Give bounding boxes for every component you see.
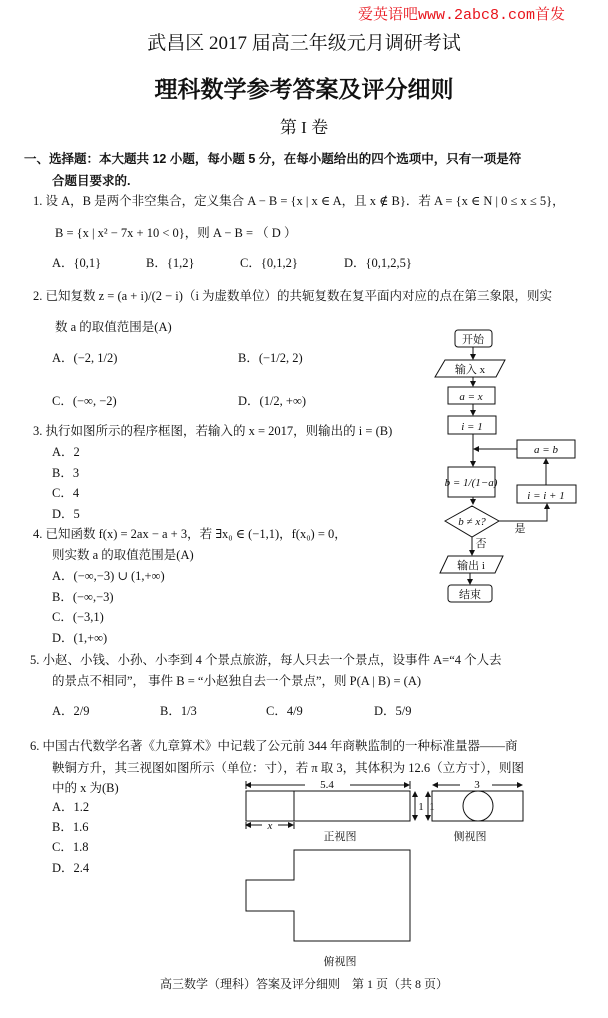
document-title: 理科数学参考答案及评分细则: [154, 76, 454, 102]
width-label: 3: [474, 779, 480, 791]
section-heading: 一、选择题：本大题共 12 小题，每小题 5 分，在每小题给出的四个选项中，只有一项是符: [24, 152, 522, 166]
watermark: 爱英语吧www.2abc8.com首发: [358, 7, 566, 24]
q4-option-d: D．(1,+∞): [52, 631, 108, 645]
side-caption: 侧视图: [453, 831, 487, 843]
side-view: [432, 791, 523, 821]
q6-option-c: C．1.8: [52, 840, 89, 854]
question-5-line2: 的景点不相同”， 事件 B = “小赵独自去一个景点”，则 P(A | B) = (A): [52, 674, 422, 688]
question-1: 1. 设 A，B 是两个非空集合，定义集合 A − B = {x | x ∈ A，且 x ∉ B}．若 A = {x ∈ N | 0 ≤ x ≤ 5}，: [33, 194, 565, 208]
q3-option-b: B．3: [52, 466, 80, 480]
question-4-line2: 则实数 a 的取值范围是(A): [52, 548, 194, 562]
question-5: 5. 小赵、小钱、小孙、小李到 4 个景点旅游，每人只去一个景点，设事件 A=“4 个人去: [30, 653, 502, 667]
front-caption: 正视图: [323, 831, 357, 843]
page-footer: 高三数学（理科）答案及评分细则 第 1 页（共 8 页）: [159, 977, 448, 991]
top-caption: 俯视图: [323, 956, 357, 968]
question-4: 4. 已知函数 f(x) = 2ax − a + 3，若 ∃x₀ ∈ (−1,1)，f(x₀) = 0，: [33, 527, 347, 541]
question-6-line2: 鞅铜方升，其三视图如图所示（单位：寸），若 π 取 3，其体积为 12.6（立方寸），则图: [52, 761, 524, 775]
top-view: [246, 850, 410, 941]
end-label: 结束: [459, 589, 481, 601]
q5-option-a: A．2/9: [52, 704, 90, 718]
q3-option-d: D．5: [52, 507, 80, 521]
q6-option-d: D．2.4: [52, 861, 90, 875]
output-label: 输出 i: [457, 560, 485, 572]
increment-label: i = i + 1: [527, 490, 565, 502]
height-label-side: 1: [429, 801, 435, 813]
q4-option-c: C．(−3,1): [52, 610, 104, 624]
q3-option-c: C．4: [52, 486, 80, 500]
q5-option-b: B．1/3: [160, 704, 197, 718]
q5-option-d: D．5/9: [374, 704, 412, 718]
question-2: 2. 已知复数 z = (a + i)/(2 − i)（i 为虚数单位）的共轭复数在复平面内对应的点在第三象限，则实: [33, 289, 553, 303]
q2-option-b: B．(−1/2, 2): [238, 351, 303, 365]
height-label-front: 1: [418, 801, 424, 813]
q4-option-a: A．(−∞,−3) ∪ (1,+∞): [52, 569, 165, 583]
front-view: [246, 791, 410, 821]
q6-option-a: A．1.2: [52, 800, 90, 814]
yes-label: 是: [514, 523, 526, 535]
start-label: 开始: [462, 334, 484, 346]
no-label: 否: [475, 538, 487, 550]
length-label: 5.4: [320, 779, 334, 791]
q1-option-d: D．{0,1,2,5}: [344, 256, 412, 270]
volume-heading: 第 I 卷: [279, 118, 329, 137]
section-heading-cont: 合题目要求的.: [52, 174, 131, 188]
q2-option-d: D．(1/2, +∞): [238, 394, 307, 408]
q4-option-b: B．(−∞,−3): [52, 590, 114, 604]
q1-option-b: B．{1,2}: [146, 256, 195, 270]
q5-option-c: C．4/9: [266, 704, 303, 718]
condition-label: b ≠ x?: [458, 516, 486, 528]
exam-title: 武昌区 2017 届高三年级元月调研考试: [147, 33, 461, 54]
x-label: x: [267, 820, 273, 832]
input-label: 输入 x: [454, 364, 486, 376]
three-view-diagram: [246, 781, 523, 941]
question-6-line3: 中的 x 为(B): [52, 781, 119, 795]
init-i-label: i = 1: [461, 421, 483, 433]
q2-option-a: A．(−2, 1/2): [52, 351, 118, 365]
q3-option-a: A．2: [52, 445, 80, 459]
question-3: 3. 执行如图所示的程序框图，若输入的 x = 2017，则输出的 i = (B): [33, 424, 393, 438]
question-1-line2: B = {x | x² − 7x + 10 < 0}，则 A − B = （ D ）: [55, 226, 297, 240]
compute-b-label: b = 1/(1−a): [444, 477, 498, 489]
q2-option-c: C．(−∞, −2): [52, 394, 117, 408]
question-6: 6. 中国古代数学名著《九章算术》中记载了公元前 344 年商鞅监制的一种标准量器——商: [30, 739, 518, 753]
q6-option-b: B．1.6: [52, 820, 89, 834]
question-2-line2: 数 a 的取值范围是(A): [55, 320, 172, 334]
q1-option-a: A．{0,1}: [52, 256, 102, 270]
update-a-label: a = b: [534, 444, 558, 456]
q1-option-c: C．{0,1,2}: [240, 256, 298, 270]
assign-a-label: a = x: [459, 391, 483, 403]
